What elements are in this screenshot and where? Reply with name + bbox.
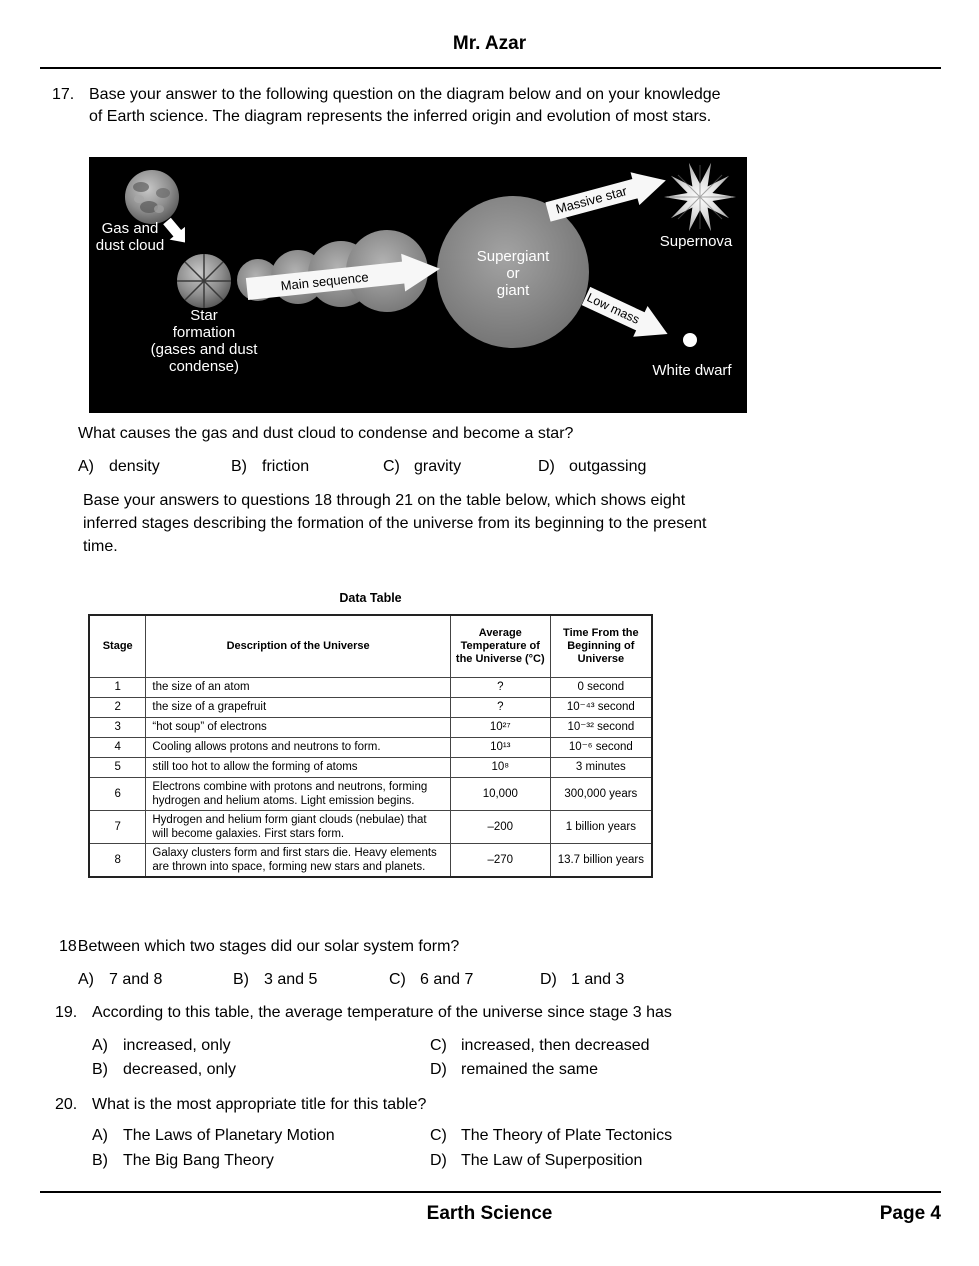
choice-17-d-text: outgassing — [569, 458, 647, 475]
choice-20-d-text: The Law of Superposition — [461, 1152, 643, 1169]
data-table-title: Data Table — [339, 591, 402, 605]
cell-description-7: Hydrogen and helium form giant clouds (nebulae) that will become galaxies. First stars form. — [146, 810, 451, 843]
question-17-text: What causes the gas and dust cloud to condense and become a star? — [78, 425, 574, 442]
table-row-1 — [89, 677, 652, 697]
star-evolution-svg — [89, 157, 747, 413]
supernova-label: Supernova — [659, 233, 733, 250]
choice-17-a-text: density — [109, 458, 160, 475]
choice-19-d — [430, 1061, 598, 1079]
footer-divider — [40, 1191, 941, 1193]
choice-18-c-letter: C) — [389, 971, 406, 988]
star-formation-icon — [177, 254, 231, 308]
page-title: Mr. Azar — [452, 33, 527, 54]
choice-20-b-letter: B) — [92, 1152, 108, 1169]
main-sequence-label: Main sequence — [279, 269, 370, 294]
cell-stage-5: 5 — [89, 757, 146, 777]
choice-17-d-letter: D) — [538, 458, 555, 475]
choice-19-b-letter: B) — [92, 1061, 108, 1078]
choice-19-c — [430, 1037, 650, 1055]
cell-temperature-4: 10¹³ — [450, 737, 550, 757]
questions-18-21-intro: Base your answers to questions 18 through 21 on the table below, which shows eight inferred stages describing the formation of the universe from its beginning to the present time. — [83, 492, 707, 555]
cell-temperature-7: –200 — [450, 810, 550, 843]
supergiant-label-line2: or — [506, 265, 520, 282]
cell-temperature-8: –270 — [450, 843, 550, 877]
table-header-temperature: Average Temperature of the Universe (°C) — [450, 615, 550, 677]
question-19-number: 19. — [55, 1004, 78, 1021]
choice-20-d-letter: D) — [430, 1152, 447, 1169]
white-dwarf-icon — [683, 333, 697, 347]
cell-time-5: 3 minutes — [550, 757, 652, 777]
cell-stage-7: 7 — [89, 810, 146, 843]
cell-stage-3: 3 — [89, 717, 146, 737]
table-row-7 — [89, 810, 652, 843]
star-formation-label-line3: (gases and dust — [150, 341, 258, 358]
choice-20-c-letter: C) — [430, 1127, 447, 1144]
cell-description-4: Cooling allows protons and neutrons to form. — [146, 737, 451, 757]
choice-20-b — [92, 1152, 274, 1170]
cell-temperature-6: 10,000 — [450, 777, 550, 810]
choice-19-b-text: decreased, only — [123, 1061, 236, 1078]
choice-17-c-text: gravity — [414, 458, 462, 475]
table-row-5 — [89, 757, 652, 777]
question-20-number: 20. — [55, 1096, 78, 1113]
choice-18-b-letter: B) — [233, 971, 249, 988]
question-19 — [55, 1002, 915, 1024]
cell-stage-8: 8 — [89, 843, 146, 877]
low-mass-label: Low mass — [584, 290, 642, 327]
footer-subject: Earth Science — [426, 1203, 553, 1224]
star-formation-label-line2: formation — [172, 324, 236, 341]
choice-17-b — [231, 458, 309, 476]
question-20-text: What is the most appropriate title for this table? — [92, 1096, 427, 1113]
cell-time-2: 10⁻⁴³ second — [550, 697, 652, 717]
table-header-row — [89, 615, 652, 677]
cell-temperature-5: 10⁸ — [450, 757, 550, 777]
question-18-text: Between which two stages did our solar system form? — [77, 938, 460, 955]
cell-time-1: 0 second — [550, 677, 652, 697]
gas-dust-cloud-icon — [125, 170, 179, 224]
star-evolution-diagram — [89, 157, 747, 413]
question-17-intro: Base your answer to the following question on the diagram below and on your knowledge of Earth science. The diagram represents the inferred origin and evolution of most stars. — [89, 86, 721, 125]
table-row-8 — [89, 843, 652, 877]
choice-20-c — [430, 1127, 672, 1145]
choice-17-b-text: friction — [262, 458, 310, 475]
choice-18-b-text: 3 and 5 — [264, 971, 318, 988]
choice-20-d — [430, 1152, 642, 1170]
table-header-time: Time From the Beginning of Universe — [550, 615, 652, 677]
cell-stage-2: 2 — [89, 697, 146, 717]
table-row-6 — [89, 777, 652, 810]
star-formation-label-line1: Star — [190, 307, 218, 324]
cell-description-2: the size of a grapefruit — [146, 697, 451, 717]
choice-20-a-letter: A) — [92, 1127, 108, 1144]
table-row-3 — [89, 717, 652, 737]
choice-20-b-text: The Big Bang Theory — [123, 1152, 274, 1169]
choice-19-a-letter: A) — [92, 1037, 108, 1054]
cell-stage-4: 4 — [89, 737, 146, 757]
question-19-text: According to this table, the average temperature of the universe since stage 3 has — [92, 1004, 672, 1021]
choice-19-b — [92, 1061, 236, 1079]
table-row-4 — [89, 737, 652, 757]
gas-dust-cloud-label-line2: dust cloud — [95, 237, 165, 254]
question-18 — [59, 936, 459, 958]
cell-temperature-3: 10²⁷ — [450, 717, 550, 737]
cell-description-6: Electrons combine with protons and neutrons, forming hydrogen and helium atoms. Light emission begins. — [146, 777, 451, 810]
cell-description-3: “hot soup” of electrons — [146, 717, 451, 737]
question-20 — [55, 1094, 915, 1116]
cell-time-8: 13.7 billion years — [550, 843, 652, 877]
cell-time-3: 10⁻³² second — [550, 717, 652, 737]
question-17-number: 17. — [52, 86, 75, 103]
choice-17-d — [538, 458, 646, 476]
choice-17-c — [383, 458, 461, 476]
choice-17-b-letter: B) — [231, 458, 247, 475]
choice-18-b — [233, 971, 317, 989]
cell-time-7: 1 billion years — [550, 810, 652, 843]
cell-temperature-1: ? — [450, 677, 550, 697]
choice-18-d-text: 1 and 3 — [571, 971, 625, 988]
question-17 — [52, 84, 789, 128]
cell-description-1: the size of an atom — [146, 677, 451, 697]
supergiant-label-line3: giant — [496, 282, 530, 299]
supergiant-label-line1: Supergiant — [476, 248, 550, 265]
choice-18-d — [540, 971, 624, 989]
cell-description-8: Galaxy clusters form and first stars die. Heavy elements are thrown into space, forming new stars and planets. — [146, 843, 451, 877]
cell-time-4: 10⁻⁶ second — [550, 737, 652, 757]
choice-18-d-letter: D) — [540, 971, 557, 988]
table-row-2 — [89, 697, 652, 717]
star-formation-label-line4: condense) — [168, 358, 240, 375]
cell-temperature-2: ? — [450, 697, 550, 717]
choice-17-a — [78, 458, 160, 476]
choice-18-a — [78, 971, 162, 989]
table-header-stage: Stage — [89, 615, 146, 677]
cell-description-5: still too hot to allow the forming of atoms — [146, 757, 451, 777]
massive-star-label: Massive star — [554, 183, 629, 217]
choice-17-c-letter: C) — [383, 458, 400, 475]
gas-dust-cloud-label-line1: Gas and — [101, 220, 159, 237]
cell-stage-6: 6 — [89, 777, 146, 810]
choice-19-d-letter: D) — [430, 1061, 447, 1078]
choice-18-c-text: 6 and 7 — [420, 971, 474, 988]
header-divider — [40, 67, 941, 69]
choice-18-c — [389, 971, 473, 989]
choice-19-a — [92, 1037, 231, 1055]
choice-20-a-text: The Laws of Planetary Motion — [123, 1127, 335, 1144]
choice-18-a-text: 7 and 8 — [109, 971, 163, 988]
low-mass-arrow-icon — [579, 281, 675, 350]
cell-stage-1: 1 — [89, 677, 146, 697]
white-dwarf-label: White dwarf — [652, 362, 732, 379]
table-header-description: Description of the Universe — [146, 615, 451, 677]
cell-time-6: 300,000 years — [550, 777, 652, 810]
choice-19-d-text: remained the same — [461, 1061, 598, 1078]
choice-20-a — [92, 1127, 335, 1145]
footer-page-number: Page 4 — [879, 1203, 941, 1224]
choice-18-a-letter: A) — [78, 971, 94, 988]
choice-19-a-text: increased, only — [123, 1037, 231, 1054]
question-18-number: 18 — [59, 938, 77, 955]
choice-19-c-text: increased, then decreased — [461, 1037, 650, 1054]
supernova-icon — [664, 163, 736, 231]
choice-20-c-text: The Theory of Plate Tectonics — [461, 1127, 673, 1144]
choice-17-a-letter: A) — [78, 458, 94, 475]
choice-19-c-letter: C) — [430, 1037, 447, 1054]
data-table — [88, 614, 653, 878]
